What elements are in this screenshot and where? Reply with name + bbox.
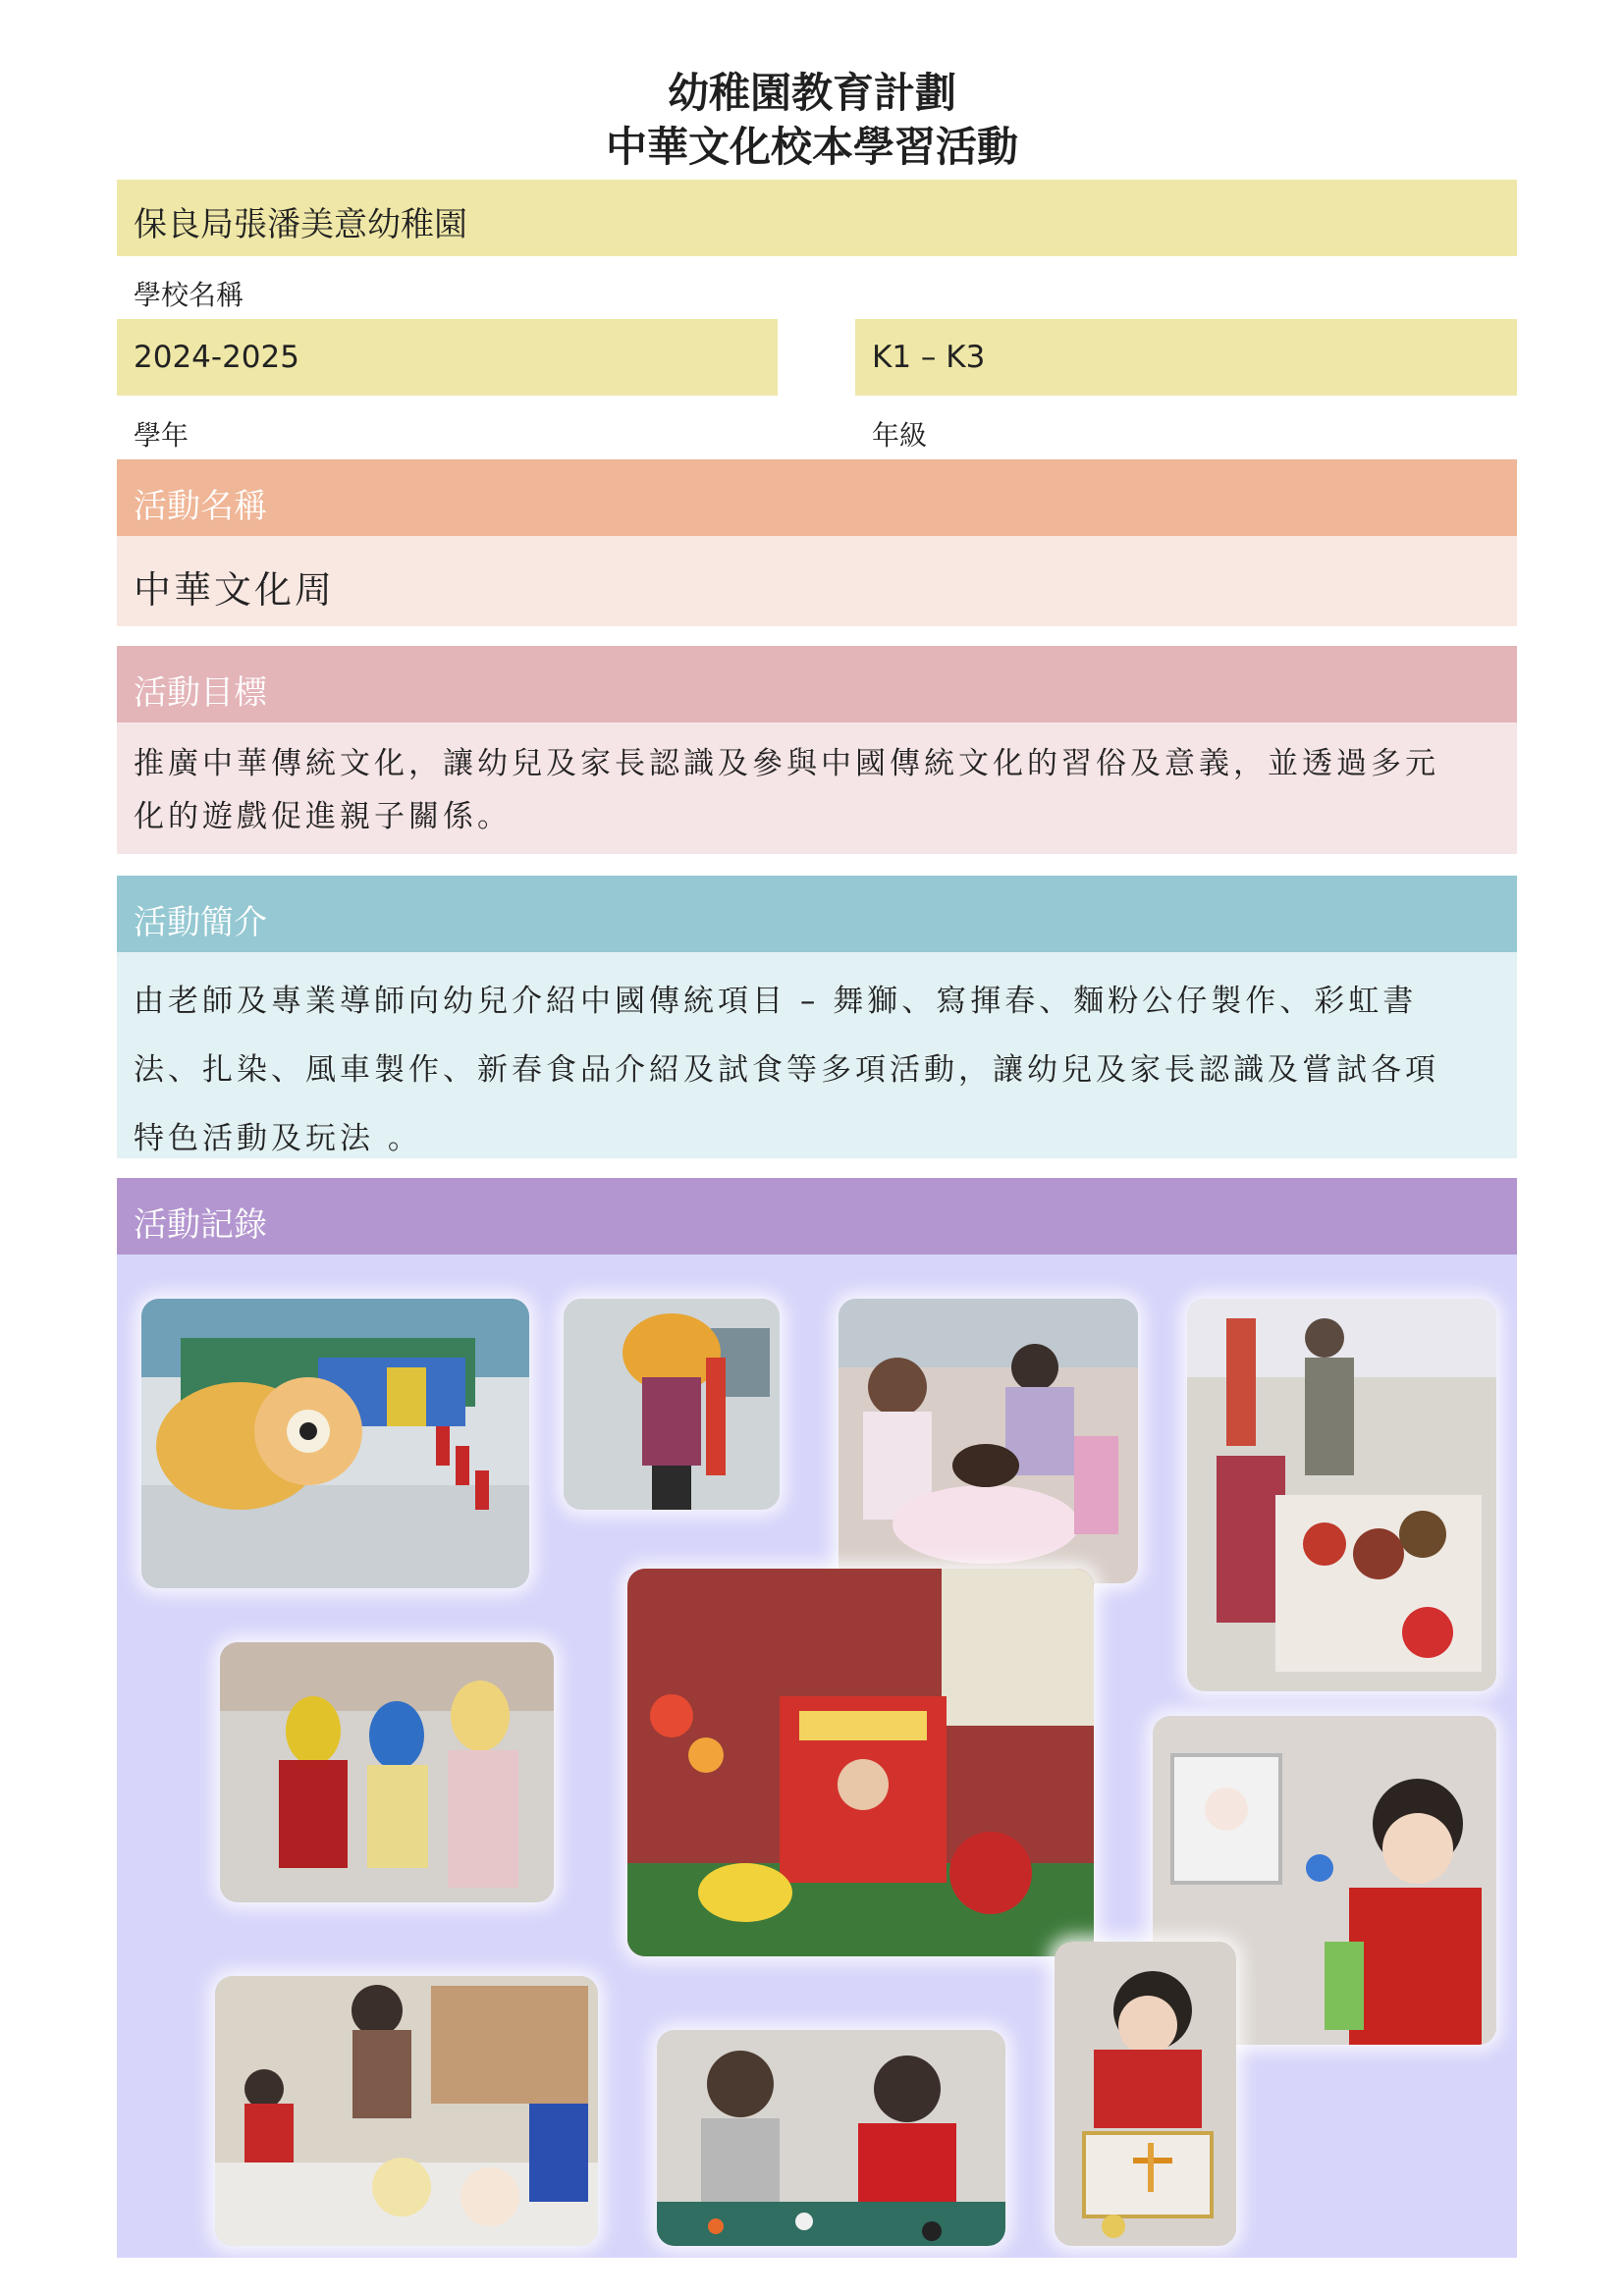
school-name-value: 保良局張潘美意幼稚園 — [134, 205, 467, 244]
objective-body — [117, 722, 1517, 854]
record-heading-bar — [117, 1178, 1517, 1255]
dough-figure-photo — [657, 2030, 1005, 2246]
activity-name-body — [117, 536, 1517, 626]
school-name-field — [117, 180, 1517, 256]
grade-value: K1 – K3 — [872, 340, 986, 375]
calligraphy-photo — [1055, 1942, 1236, 2246]
record-heading: 活動記錄 — [134, 1205, 267, 1245]
activity-name-heading-bar — [117, 459, 1517, 536]
activity-name-value: 中華文化周 — [134, 568, 336, 612]
intro-heading-bar — [117, 876, 1517, 952]
grade-label: 年級 — [872, 419, 928, 452]
grade-field — [855, 319, 1517, 396]
opera-masks-photo — [220, 1642, 554, 1902]
intro-text-line3: 特色活動及玩法 。 — [134, 1121, 422, 1156]
photo-gallery — [117, 1255, 1517, 2258]
food-tasting-photo — [839, 1299, 1138, 1583]
year-label: 學年 — [134, 419, 189, 452]
activity-name-heading: 活動名稱 — [134, 487, 267, 526]
lion-dance-photo — [141, 1299, 529, 1588]
objective-text-line2: 化的遊戲促進親子關係。 — [134, 799, 512, 834]
intro-text-line2: 法、扎染、風車製作、新春食品介紹及試食等多項活動，讓幼兒及家長認識及嘗試各項 — [134, 1052, 1439, 1088]
child-lion-head-photo — [564, 1299, 780, 1510]
objective-heading-bar — [117, 646, 1517, 722]
objective-heading: 活動目標 — [134, 673, 267, 713]
objective-text-line1: 推廣中華傳統文化，讓幼兒及家長認識及參與中國傳統文化的習俗及意義，並透過多元 — [134, 746, 1439, 781]
new-year-booth-photo — [627, 1569, 1094, 1956]
year-value: 2024-2025 — [134, 340, 299, 375]
year-field — [117, 319, 778, 396]
document-title: 幼稚園教育計劃 — [667, 69, 956, 117]
school-name-label: 學校名稱 — [134, 279, 244, 311]
document-subtitle: 中華文化校本學習活動 — [605, 123, 1018, 171]
tie-dye-photo — [215, 1976, 598, 2246]
snack-table-photo — [1187, 1299, 1496, 1691]
intro-heading: 活動簡介 — [134, 903, 267, 942]
intro-body — [117, 952, 1517, 1158]
intro-text-line1: 由老師及專業導師向幼兒介紹中國傳統項目 – 舞獅、寫揮春、麵粉公仔製作、彩虹書 — [134, 984, 1418, 1019]
